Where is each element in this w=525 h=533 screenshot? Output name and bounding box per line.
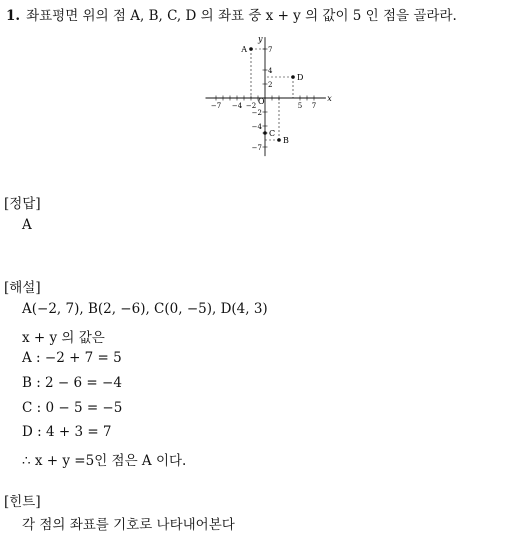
point-c bbox=[263, 131, 267, 135]
question-text: 좌표평면 위의 점 A, B, C, D 의 좌표 중 x + y 의 값이 5 인 점을 골라라. bbox=[26, 8, 457, 24]
y-tick-label: 2 bbox=[268, 81, 273, 89]
explanation-line-2: x + y 의 값은 bbox=[22, 330, 105, 346]
point-label-b: B bbox=[283, 136, 289, 145]
x-tick-label: −2 bbox=[245, 102, 257, 110]
y-tick-label: 4 bbox=[268, 67, 273, 75]
x-tick-label: −7 bbox=[210, 102, 222, 110]
explanation-title: [해설] bbox=[4, 280, 41, 296]
explanation-line-6: D : 4 + 3 = 7 bbox=[22, 424, 112, 440]
hint-text: 각 점의 좌표를 기호로 나타내어본다 bbox=[22, 517, 235, 533]
y-tick-label: −7 bbox=[251, 144, 262, 152]
y-tick-label: 7 bbox=[268, 46, 273, 54]
question-number: 1. bbox=[6, 8, 21, 24]
explanation-line-3: A : −2 + 7 = 5 bbox=[22, 350, 122, 366]
explanation-line-4: B : 2 − 6 = −4 bbox=[22, 375, 122, 391]
hint-title: [힌트] bbox=[4, 494, 41, 510]
answer-value: A bbox=[22, 217, 32, 233]
point-b bbox=[277, 138, 281, 142]
explanation-line-7: ∴ x + y =5인 점은 A 이다. bbox=[22, 453, 187, 469]
y-axis-label: y bbox=[258, 34, 263, 44]
point-a bbox=[249, 47, 253, 51]
explanation-line-1: A(−2, 7), B(2, −6), C(0, −5), D(4, 3) bbox=[22, 301, 268, 317]
x-axis-label: x bbox=[327, 94, 332, 103]
y-tick-label: −4 bbox=[251, 123, 262, 131]
point-label-a: A bbox=[241, 45, 247, 54]
x-tick-label: 7 bbox=[311, 102, 317, 110]
x-tick-label: −4 bbox=[231, 102, 243, 110]
explanation-line-5: C : 0 − 5 = −5 bbox=[22, 400, 123, 416]
point-label-c: C bbox=[269, 129, 276, 138]
coordinate-plane bbox=[195, 30, 345, 165]
points bbox=[240, 45, 303, 145]
point-d bbox=[291, 75, 295, 79]
answer-title: [정답] bbox=[4, 196, 41, 212]
point-label-d: D bbox=[297, 73, 304, 82]
origin-label: O bbox=[258, 97, 265, 106]
question bbox=[6, 4, 457, 24]
x-tick-label: 5 bbox=[297, 102, 303, 110]
y-tick-label: −2 bbox=[251, 109, 262, 117]
